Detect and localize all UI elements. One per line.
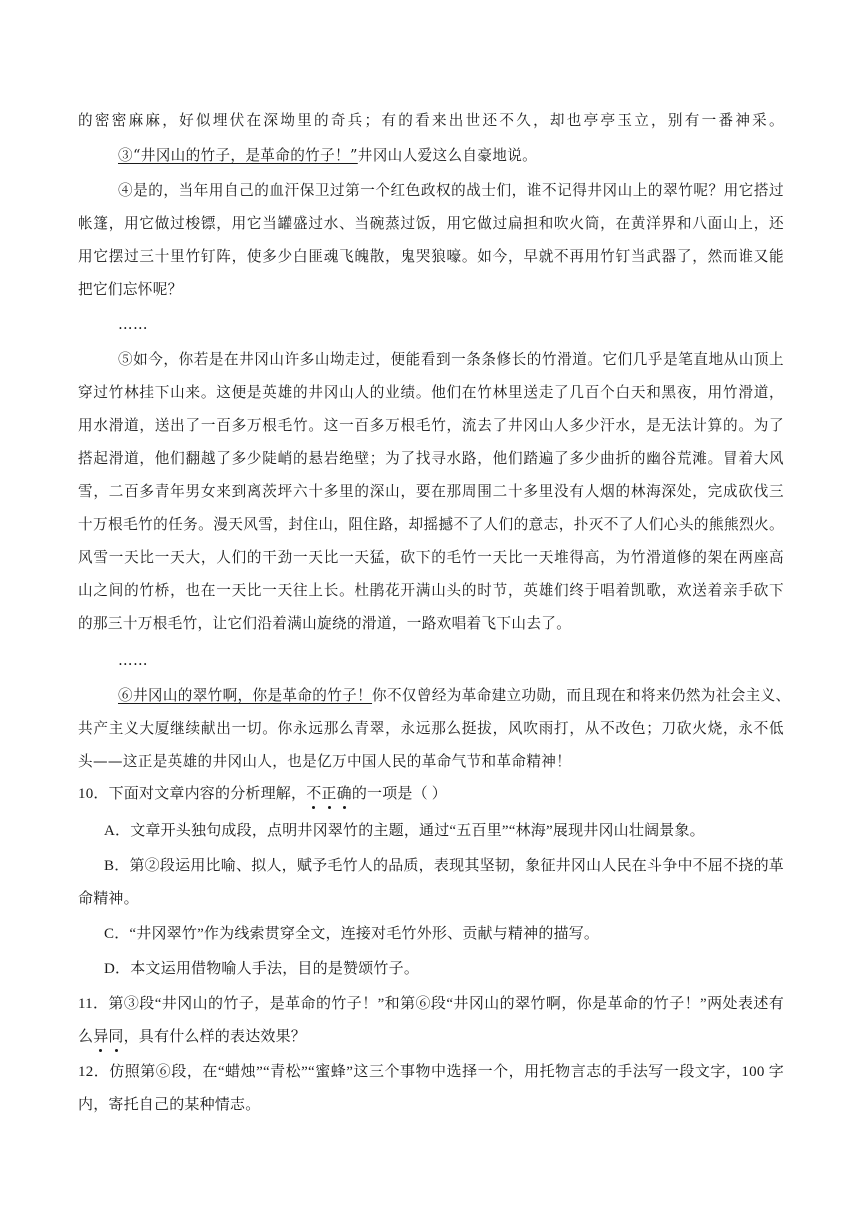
paragraph-6-underlined-sentence: ⑥井冈山的翠竹啊，你是革命的竹子！ [118,687,373,704]
paragraph-6-line-1-rest: 你不仅曾经为革命建立功勋，而且现在和将来仍然为社会主义、 [372,687,791,704]
question-11-line-2-post: ，具有什么样的表达效果？ [123,1029,307,1045]
paragraph-6-line-1 [118,685,791,707]
question-11-line-2-pre: 么 [78,1029,94,1045]
question-10-option-b-line-2: 命精神。 [78,891,139,907]
question-10-option-d: D．本文运用借物喻人手法，目的是赞颂竹子。 [104,961,420,977]
paragraph-5-line-4: 搭起滑道，他们翻越了多少陡峭的悬岩绝壁；为了找寻水路，他们踏遍了多少曲折的幽谷荒滩。冒着大风 [78,450,784,467]
question-10-option-a: A．文章开头独句成段，点明井冈翠竹的主题，通过“五百里”“林海”展现井冈山壮阔景象。 [104,823,705,839]
ellipsis-1: …… [118,316,148,333]
question-10-option-b-line-1: B．第②段运用比喻、拟人，赋予毛竹人的品质，表现其坚韧，象征井冈山人民在斗争中不屈不挠的革 [104,858,784,874]
emphasis-char: 正 [321,783,336,805]
paragraph-4-line-4: 把它们忘怀呢？ [78,281,183,298]
paragraph-3 [118,145,784,167]
paragraph-4-line-1: ④是的，当年用自己的血汗保卫过第一个红色政权的战士们，谁不记得井冈山上的翠竹呢？用它搭过 [118,182,784,199]
paragraph-4-line-2: 帐篷，用它做过梭镖，用它当罐盛过水、当碗蒸过饭，用它做过扁担和吹火筒，在黄洋界和八面山上，还 [78,215,784,232]
paragraph-6-line-2: 共产主义大厦继续献出一切。你永远那么青翠，永远那么挺拔，风吹雨打，从不改色；刀砍火烧，永不低 [78,720,784,737]
paragraph-3-rest: 井冈山人爱这么自豪地说。 [357,147,538,164]
paragraph-5-line-6: 十万根毛竹的任务。漫天风雪，封住山，阻住路，却摇撼不了人们的意志，扑灭不了人们心头的熊熊烈火。 [78,516,784,533]
paragraph-5-line-5: 雪，二百多青年男女来到离茨坪六十多里的深山，要在那周围二十多里没有人烟的林海深处，完成砍伐三 [78,483,784,500]
paragraph-6-line-3: 头——这正是英雄的井冈山人，也是亿万中国人民的革命气节和革命精神！ [78,753,572,770]
question-11-line-2 [78,1026,784,1048]
question-10-stem-after: 的一项是（ ） [351,786,447,802]
question-12-line-2: 内，寄托自己的某种情志。 [78,1097,261,1113]
emphasis-char: 不 [306,783,321,805]
question-10-option-c: C．“井冈翠竹”作为线索贯穿全文，连接对毛竹外形、贡献与精神的描写。 [104,926,600,942]
question-10-stem [78,783,784,805]
paragraph-4-line-3: 用它摆过三十里竹钉阵，使多少白匪魂飞魄散，鬼哭狼嚎。如今，早就不再用竹钉当武器了，然而谁又能 [78,248,784,265]
emphasis-char: 确 [337,783,352,805]
paragraph-5-line-2: 穿过竹林挂下山来。这便是英雄的井冈山人的业绩。他们在竹林里送走了几百个白天和黑夜，用竹滑道， [78,384,784,401]
paragraph-5-line-3: 用水滑道，送出了一百多万根毛竹。这一百多万根毛竹，流去了井冈山人多少汗水，是无法计算的。为了 [78,417,784,434]
paragraph-5-line-9: 的那三十万根毛竹，让它们沿着满山旋绕的滑道，一路欢唱着飞下山去了。 [78,615,572,632]
question-12-line-1: 12．仿照第⑥段，在“蜡烛”“青松”“蜜蜂”这三个事物中选择一个，用托物言志的手法写一段文字，100 字 [78,1064,784,1080]
paragraph-2-tail: 的密密麻麻，好似埋伏在深坳里的奇兵；有的看来出世还不久，却也亭亭玉立，别有一番神采。 [78,112,784,129]
paragraph-5-line-1: ⑤如今，你若是在井冈山许多山坳走过，便能看到一条条修长的竹滑道。它们几乎是笔直地从山顶上 [118,351,784,368]
emphasis-char: 同 [108,1026,123,1048]
emphasis-char: 异 [93,1026,108,1048]
paragraph-5-line-8: 山之间的竹桥，也在一天比一天往上长。杜鹃花开满山头的时节，英雄们终于唱着凯歌，欢送着亲手砍下 [78,582,784,599]
paragraph-5-line-7: 风雪一天比一天大，人们的干劲一天比一天猛，砍下的毛竹一天比一天堆得高，为竹滑道修的架在两座高 [78,549,784,566]
question-10-stem-emphasis [306,786,352,802]
question-11-line-1: 11．第③段“井冈山的竹子，是革命的竹子！”和第⑥段“井冈山的翠竹啊，你是革命的竹子！”两处表述有 [78,996,784,1012]
paragraph-3-underlined-quote: ③“井冈山的竹子，是革命的竹子！” [118,147,358,164]
question-10-stem-before: 10．下面对文章内容的分析理解， [78,786,307,802]
ellipsis-2: …… [118,652,148,669]
